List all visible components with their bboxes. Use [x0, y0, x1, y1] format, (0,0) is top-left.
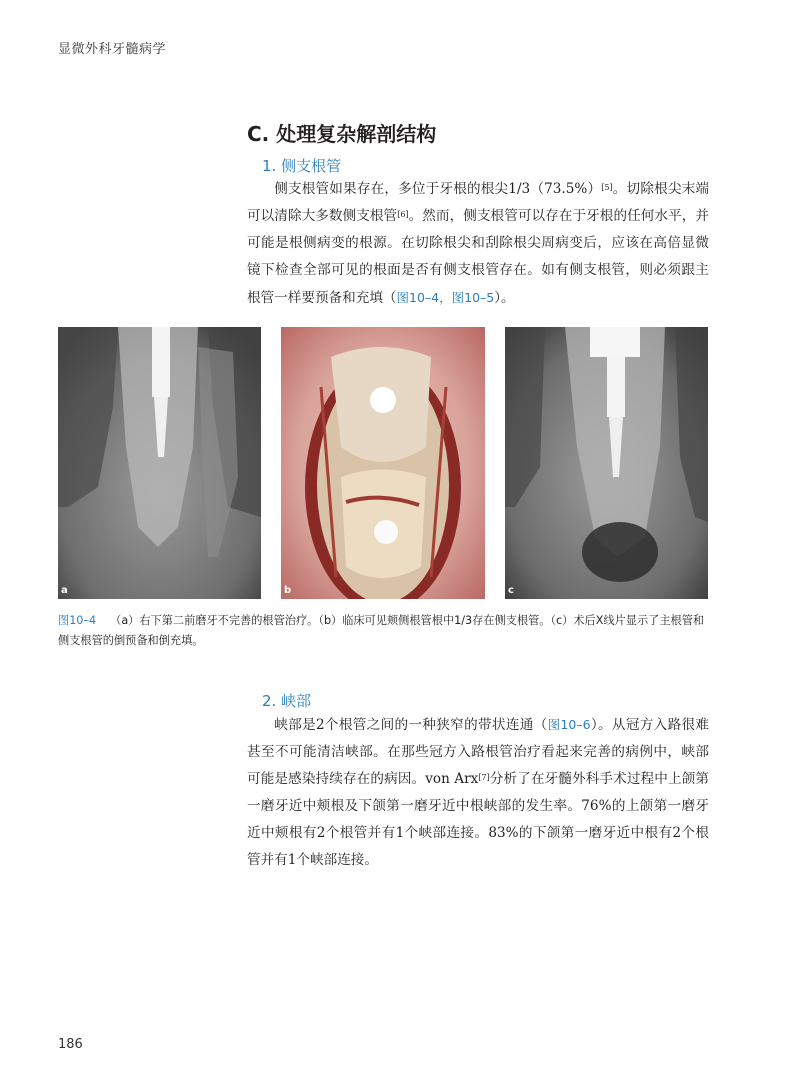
- paragraph-isthmus: 峡部是2个根管之间的一种狭窄的带状连通（图10–6）。从冠方入路很难甚至不可能清洁峡部。在那些冠方入路根管治疗看起来完善的病例中，峡部可能是感染持续存在的病因。von Arx[7]分析了在牙髓外科手术过程中上颌第一磨牙近中颊根及下颌第一磨牙近中根峡部的发生率。76%的上颌第一磨牙近中颊根有2个根管并有1个峡部连接。83%的下颌第一磨牙近中根有2个根管并有1个峡部连接。: [247, 717, 710, 868]
- citation: [5]: [601, 183, 613, 192]
- figure-number: 图10–4: [58, 614, 97, 627]
- figure-panel-c-radiograph: [505, 327, 708, 599]
- panel-label: c: [508, 585, 514, 596]
- caption-text: （a）右下第二前磨牙不完善的根管治疗。（b）临床可见颊侧根管根中1/3存在侧支根管。（c）术后X线片显示了主根管和侧支根管的倒预备和倒充填。: [58, 614, 705, 647]
- figure-panel-a-radiograph: [58, 327, 261, 599]
- running-head: 显微外科牙髓病学: [58, 42, 167, 57]
- subsection-title-lateral-canals: 1. 侧支根管: [262, 157, 342, 175]
- page-number: 186: [58, 1037, 83, 1052]
- paragraph-lateral-canals: 侧支根管如果存在，多位于牙根的根尖1/3（73.5%）[5]。切除根尖末端可以清除大多数侧支根管[6]。然而，侧支根管可以存在于牙根的任何水平，并可能是根侧病变的根源。在切除根尖和刮除根尖周病变后，应该在高倍显微镜下检查全部可见的根面是否有侧支根管存在。如有侧支根管，则必须跟主根管一样要预备和充填（图10–4，图10–5）。: [247, 181, 710, 306]
- figure-caption: [58, 611, 708, 651]
- figure-reference-link[interactable]: 图10–6: [547, 717, 591, 732]
- citation: [7]: [478, 773, 490, 782]
- section-title: C. 处理复杂解剖结构: [247, 122, 437, 146]
- citation: [6]: [397, 210, 409, 219]
- subsection-title-isthmus: 2. 峡部: [262, 692, 312, 710]
- panel-label: b: [284, 585, 292, 596]
- figure-panel-b-clinical-photo: [281, 327, 485, 599]
- figure-reference-link[interactable]: 图10–4，图10–5: [396, 290, 495, 305]
- panel-label: a: [61, 585, 68, 596]
